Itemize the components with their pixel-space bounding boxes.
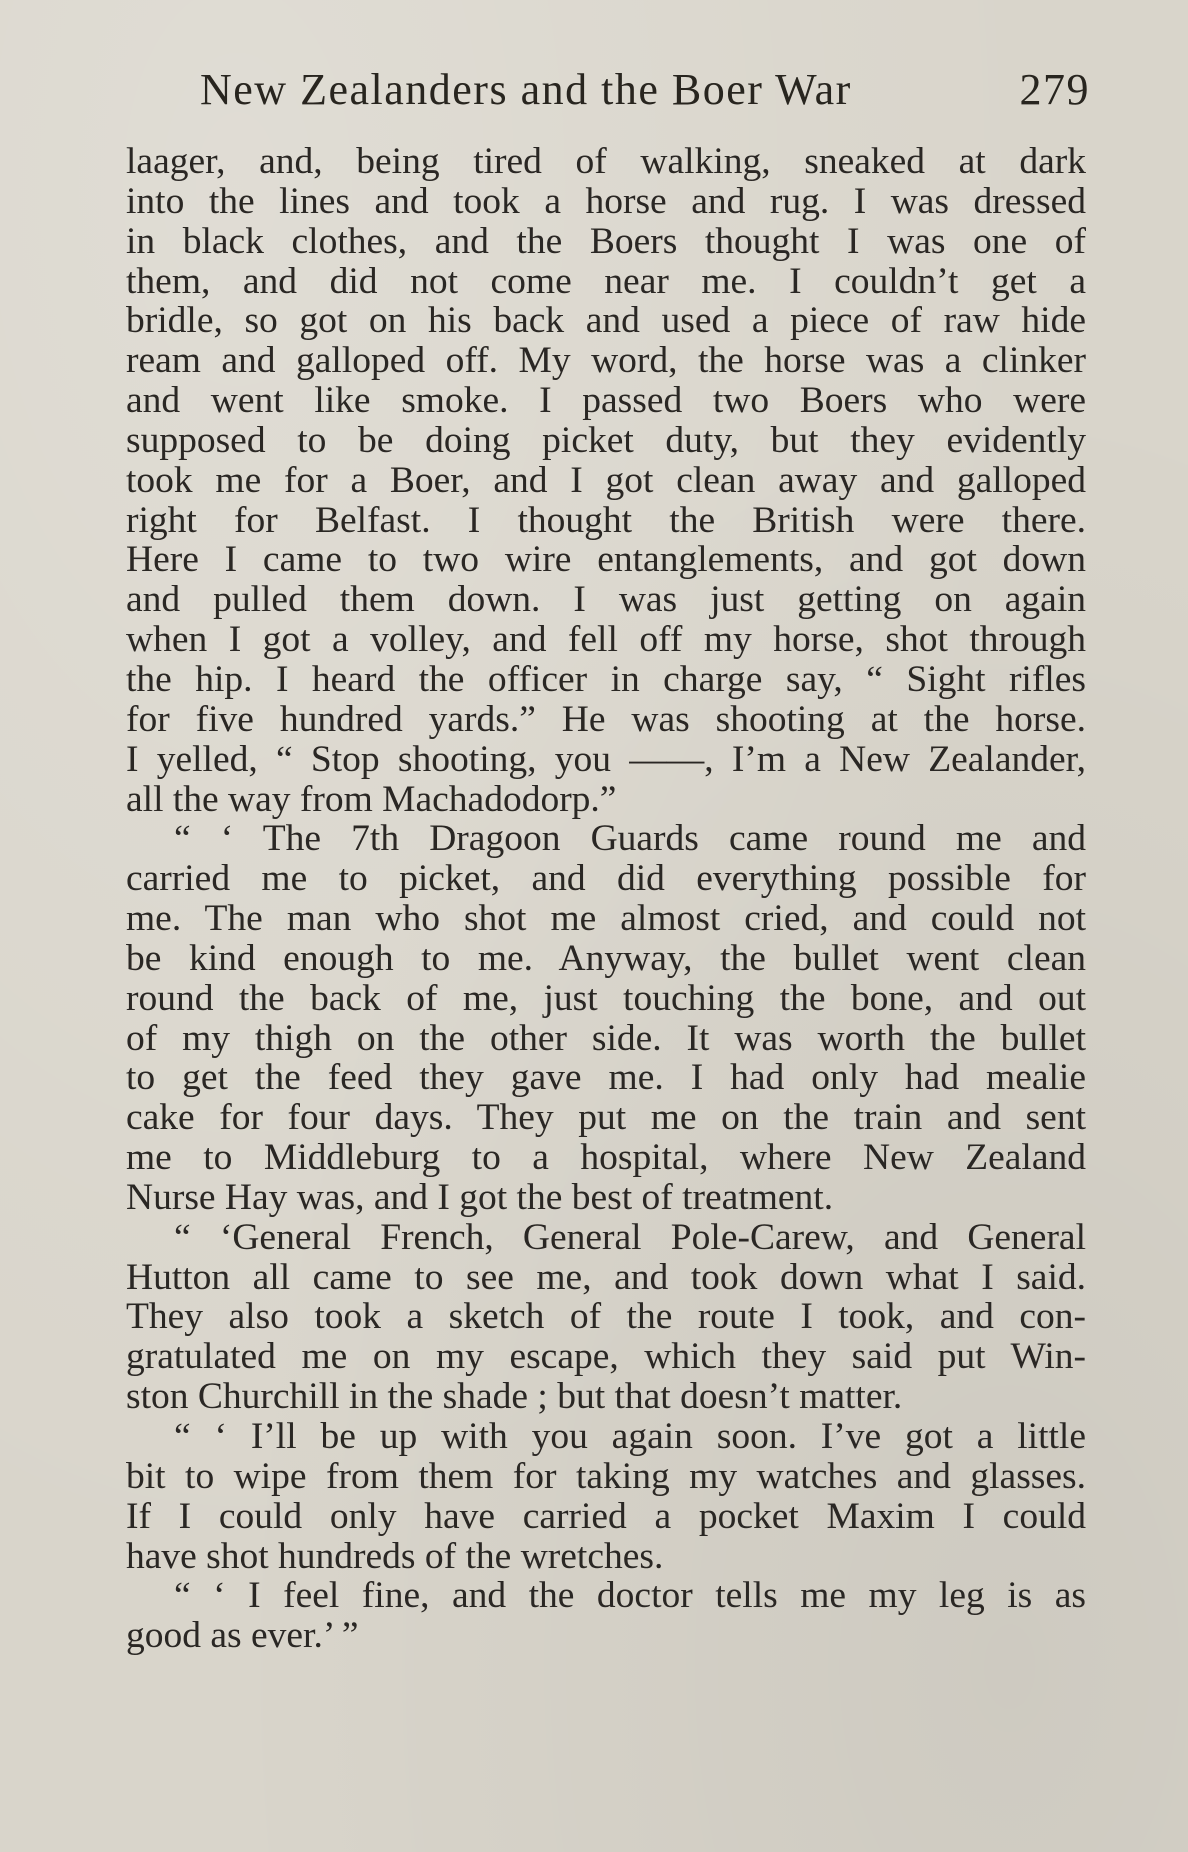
text-line: ream and galloped off. My word, the horse was a clinker [126, 340, 1086, 382]
text-line: “ ‘ I’ll be up with you again soon. I’ve got a little [174, 1416, 1086, 1457]
text-line: “ ‘ I feel fine, and the doctor tells me my leg is as [174, 1575, 1086, 1617]
text-line: me. The man who shot me almost cried, and could not [126, 898, 1086, 940]
text-line: “ ‘General French, General Pole-Carew, and General [174, 1216, 1086, 1258]
text-line: for five hundred yards.” He was shooting at the horse. [126, 698, 1086, 740]
text-line: supposed to be doing picket duty, but they evidently [126, 419, 1086, 461]
text-line: have shot hundreds of the wretches. [126, 1535, 664, 1577]
running-head [200, 64, 1090, 124]
text-line: Here I came to two wire entanglements, and got down [126, 539, 1086, 581]
text-line: took me for a Boer, and I got clean away and galloped [126, 459, 1086, 501]
text-line: into the lines and took a horse and rug. I was dressed [126, 180, 1086, 222]
text-line: bit to wipe from them for taking my watches and glasses. [126, 1455, 1086, 1497]
text-line: the hip. I heard the officer in charge say, “ Sight rifles [126, 658, 1086, 700]
text-line: be kind enough to me. Anyway, the bullet went clean [126, 937, 1086, 979]
running-head-title: New Zealanders and the Boer War [200, 65, 852, 114]
text-line: all the way from Machadodorp.” [126, 778, 617, 820]
text-line: when I got a volley, and fell off my horse, shot through [126, 619, 1086, 661]
text-line: to get the feed they gave me. I had only had mealie [126, 1057, 1086, 1099]
text-line: They also took a sketch of the route I took, and con- [126, 1296, 1086, 1338]
text-line: in black clothes, and the Boers thought I was one of [126, 220, 1086, 262]
text-line: Hutton all came to see me, and took down what I said. [126, 1256, 1086, 1298]
text-line: I yelled, “ Stop shooting, you ——, I’m a New Zealander, [126, 738, 1086, 780]
body-text [126, 142, 1086, 1656]
text-line: and went like smoke. I passed two Boers who were [126, 380, 1086, 422]
page-number: 279 [1019, 65, 1090, 114]
text-line: If I could only have carried a pocket Maxim I could [126, 1495, 1086, 1537]
text-line: and pulled them down. I was just getting on again [126, 579, 1086, 621]
text-line: me to Middleburg to a hospital, where New Zealand [126, 1137, 1086, 1179]
text-line: bridle, so got on his back and used a piece of raw hide [126, 300, 1086, 342]
text-line: cake for four days. They put me on the train and sent [126, 1097, 1086, 1139]
text-line: gratulated me on my escape, which they said put Win- [126, 1336, 1086, 1378]
text-line: of my thigh on the other side. It was worth the bullet [126, 1017, 1086, 1059]
text-line: round the back of me, just touching the bone, and out [126, 977, 1086, 1019]
text-line: them, and did not come near me. I couldn’t get a [126, 260, 1086, 302]
text-line: ston Churchill in the shade ; but that doesn’t matter. [126, 1376, 903, 1418]
text-line: Nurse Hay was, and I got the best of treatment. [126, 1176, 834, 1218]
text-line: “ ‘ The 7th Dragoon Guards came round me and [174, 818, 1086, 860]
text-line: good as ever.’ ” [126, 1615, 359, 1657]
text-line: right for Belfast. I thought the British were there. [126, 499, 1086, 541]
text-line: carried me to picket, and did everything possible for [126, 858, 1086, 900]
text-line: laager, and, being tired of walking, sneaked at dark [126, 141, 1086, 182]
